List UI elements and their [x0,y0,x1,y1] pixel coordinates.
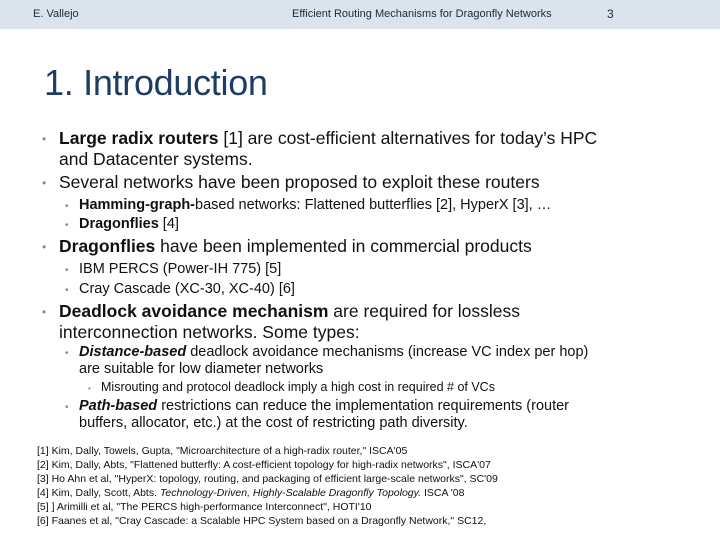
bullet-text: based networks: Flattened butterflies [2], HyperX [3], … [195,197,552,213]
bullet-bold-text: Large radix routers [59,128,219,148]
bullet-marker: • [65,265,69,276]
page-number: 3 [607,7,614,21]
bullet-text: IBM PERCS (Power-IH 775) [5] [79,261,282,277]
bullet-text: Misrouting and protocol deadlock imply a high cost in required # of VCs [101,380,495,394]
bullet-text-line2: buffers, allocator, etc.) at the cost of restricting path diversity. [79,415,468,431]
reference-3: [3] Ho Ahn et al, "HyperX: topology, routing, and packaging of efficient large-scale networks", SC'09 [37,473,498,485]
bullet-text: have been implemented in commercial products [155,236,532,256]
header-author: E. Vallejo [33,8,79,20]
bullet-bold-text: Deadlock avoidance mechanism [59,301,329,321]
bullet-text: Cray Cascade (XC-30, XC-40) [6] [79,281,295,297]
bullet-text: [4] [158,216,179,232]
reference-5: [5] ] Arimilli et al, "The PERCS high-performance Interconnect", HOTI'10 [37,501,372,513]
bullet-bold-italic-text: Distance-based [79,344,187,360]
sub-bullet-cray-cascade [65,281,295,298]
reference-4-authors: [4] Kim, Dally, Scott, Abts. [37,487,160,499]
bullet-bold-text: Dragonflies [79,216,159,232]
bullet-bold-italic-text: Path-based [79,398,158,414]
slide-header [0,0,720,29]
bullet-marker: • [42,176,47,190]
reference-4-venue: ISCA '08 [421,487,465,499]
bullet-marker: • [65,402,69,413]
bullet-marker: • [65,348,69,359]
reference-4 [37,486,498,500]
bullet-several-networks [42,172,540,193]
references [37,444,498,528]
bullet-marker: • [65,285,69,296]
sub-bullet-distance-based [65,344,589,378]
bullet-deadlock-avoidance [42,301,521,343]
bullet-text-line2: and Datacenter systems. [59,149,253,169]
bullet-marker: • [88,384,91,393]
header-title: Efficient Routing Mechanisms for Dragonfly Networks [292,8,552,20]
sub-bullet-ibm-percs [65,261,282,278]
bullet-marker: • [42,305,47,319]
bullet-bold-text: Dragonflies [59,236,156,256]
sub-bullet-dragonflies [65,216,179,233]
sub-bullet-path-based [65,398,569,432]
bullet-marker: • [65,220,69,231]
sub-bullet-hamming [65,197,552,214]
bullet-text: restrictions can reduce the implementation requirements (router [157,398,569,414]
bullet-text: are required for lossless [328,301,521,321]
reference-6: [6] Faanes et al, "Cray Cascade: a Scalable HPC System based on a Dragonfly Network," SC12, [37,515,487,527]
bullet-text: [1] are cost-efficient alternatives for today’s HPC [218,128,598,148]
bullet-large-radix [42,128,598,170]
bullet-bold-text: Hamming-graph- [79,197,195,213]
reference-2: [2] Kim, Dally, Abts, "Flattened butterfly: A cost-efficient topology for high-radix networks", ISCA'07 [37,459,491,471]
reference-1: [1] Kim, Dally, Towels, Gupta, "Microarchitecture of a high-radix router," ISCA'05 [37,445,408,457]
bullet-marker: • [42,240,47,254]
bullet-marker: • [42,132,47,146]
sub-sub-bullet-misrouting [88,380,495,395]
bullet-dragonflies-commercial [42,236,532,257]
bullet-text: deadlock avoidance mechanisms (increase VC index per hop) [186,344,589,360]
bullet-marker: • [65,201,69,212]
reference-4-title: Technology-Driven, Highly-Scalable Dragonfly Topology. [159,487,422,499]
bullet-text-line2: interconnection networks. Some types: [59,322,360,342]
slide-title: 1. Introduction [44,62,268,103]
bullet-text: Several networks have been proposed to exploit these routers [59,172,540,192]
bullet-text-line2: are suitable for low diameter networks [79,361,324,377]
